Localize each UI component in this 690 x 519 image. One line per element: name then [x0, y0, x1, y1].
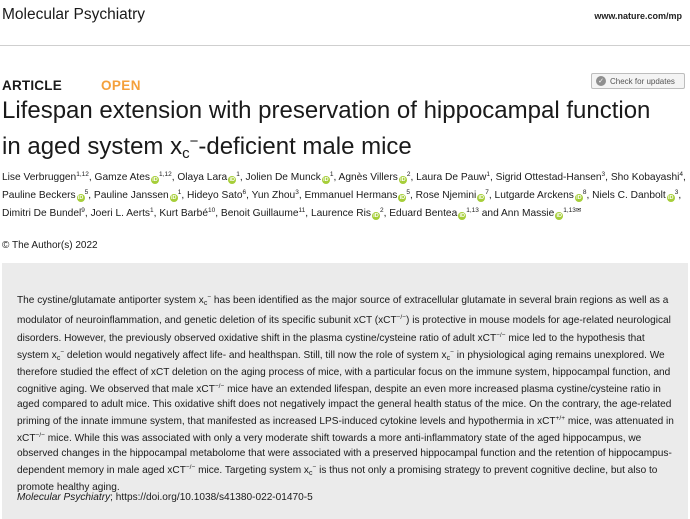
author[interactable] — [94, 190, 181, 201]
title-superscript: − — [189, 133, 199, 150]
author-name[interactable]: Benoit Guillaume — [220, 208, 299, 219]
orcid-icon[interactable]: iD — [400, 177, 406, 183]
orcid-icon[interactable]: iD — [323, 177, 329, 183]
author-name[interactable]: Pauline Janssen — [93, 190, 169, 201]
author-affiliation: 1 — [486, 171, 490, 178]
abstract-segment: mice have an extended lifespan, despite an even more increased plasma cystine/cysteine ratio in aged compared to adult mice. This oxidative shift does not negatively impact the general health status of the mice. On the contrary, the age-related priming of the innate immune system, that manifested as increased LPS-induced cytokine levels and hypothermia in xCT — [17, 384, 672, 428]
author-affiliation: 8 — [582, 189, 587, 196]
author-affiliation: 9 — [81, 207, 85, 214]
abstract-segment: ) is protective in mouse models for age-related neurological disorders. However, the previously observed oxidative shift in the plasma cystine/cysteine ratio of adult xCT — [17, 315, 671, 344]
author[interactable] — [496, 172, 606, 183]
orcid-icon[interactable]: iD — [556, 213, 562, 219]
abstract-subscript: c — [56, 354, 61, 362]
author[interactable] — [389, 208, 479, 219]
author-name[interactable]: Hideyo Sato — [186, 190, 243, 201]
author-conjunction: and — [481, 208, 502, 219]
author-affiliation: 3 — [674, 189, 679, 196]
author[interactable] — [187, 190, 246, 201]
author[interactable] — [2, 190, 88, 201]
author-name[interactable]: Joeri L. Aerts — [90, 208, 151, 219]
author-name[interactable]: Pauline Beckers — [2, 190, 76, 201]
abstract-subscript: c — [203, 300, 208, 307]
author-affiliation: 1,12 — [159, 171, 172, 178]
author-affiliation: 6 — [242, 189, 247, 196]
journal-url[interactable]: www.nature.com/mp — [594, 11, 682, 21]
author-name[interactable]: Emmanuel Hermans — [304, 190, 398, 201]
author[interactable] — [501, 208, 581, 219]
author[interactable] — [2, 208, 85, 219]
author-affiliation: 1 — [177, 189, 182, 196]
author-name[interactable]: Lutgarde Arckens — [494, 190, 574, 201]
check-for-updates-button[interactable] — [591, 73, 685, 89]
abstract-superscript: +/+ — [555, 415, 566, 423]
author[interactable] — [95, 172, 172, 183]
abstract-superscript: − — [207, 294, 212, 301]
author-name[interactable]: Eduard Bentea — [389, 208, 458, 219]
abstract-subscript: c — [446, 354, 451, 362]
abstract-superscript: − — [60, 348, 65, 356]
author-affiliation: 1,13✉ — [563, 207, 582, 214]
author-name[interactable]: Yun Zhou — [251, 190, 296, 201]
author-affiliation: 7 — [485, 189, 489, 196]
author-name[interactable]: Kurt Barbé — [159, 208, 209, 219]
author-affiliation: 2 — [406, 171, 411, 178]
abstract-segment: The cystine/glutamate antiporter system x — [17, 295, 204, 306]
author[interactable] — [592, 190, 678, 201]
author-affiliation: 1 — [329, 171, 334, 178]
title-line-2-end: -deficient male mice — [198, 133, 412, 160]
author-affiliation: 1,13 — [466, 207, 479, 214]
abstract-segment: mice. While this was associated with only a very moderate shift towards a more anti-inflammatory state of the aged hippocampus, we observed changes in the hippocampal metabolome that were associated with a preserved hippocampal function and the retention of hippocampus-dependent memory in male aged xCT — [17, 433, 672, 476]
abstract-superscript: −/− — [214, 383, 225, 391]
orcid-icon[interactable]: iD — [399, 195, 406, 201]
author-affiliation: 3 — [601, 171, 606, 178]
author[interactable] — [311, 208, 384, 219]
author[interactable] — [611, 172, 683, 183]
journal-name: Molecular Psychiatry — [2, 6, 145, 23]
header-divider — [0, 45, 690, 46]
abstract-segment: deletion would negatively affect life- and healthspan. Still, till now the role of system x — [64, 349, 447, 361]
author-name[interactable]: Lise Verbruggen — [2, 172, 77, 183]
title-line-2-start: in aged system x — [2, 133, 183, 160]
open-access-badge: OPEN — [101, 78, 141, 93]
author[interactable] — [221, 208, 305, 219]
title-subscript: c — [182, 145, 190, 162]
orcid-icon[interactable]: iD — [459, 213, 465, 219]
abstract-superscript: − — [450, 348, 454, 356]
orcid-icon[interactable]: iD — [478, 195, 484, 201]
abstract-segment: in physiological aging remains unexplored. We therefore studied the effect of xCT deletion on the aging process of mice, with a particular focus on the immune system, hippocampal function, and cognitive aging. We observed that male xCT — [17, 349, 671, 396]
orcid-icon[interactable]: iD — [373, 213, 379, 219]
abstract-text — [17, 291, 674, 496]
abstract-superscript: −/− — [185, 463, 196, 471]
author-name[interactable]: Laura De Pauw — [416, 172, 487, 183]
author-affiliation: 11 — [298, 207, 306, 214]
author[interactable] — [91, 208, 154, 219]
author-affiliation: 1,12 — [76, 171, 89, 178]
author-name[interactable]: Rose Njemini — [415, 190, 477, 201]
orcid-icon[interactable]: iD — [668, 195, 674, 201]
author-name[interactable]: Olaya Lara — [177, 172, 228, 183]
author-name[interactable]: Agnès Villers — [338, 172, 398, 183]
author-affiliation: 2 — [379, 207, 384, 214]
orcid-icon[interactable]: iD — [576, 195, 582, 201]
author-name[interactable]: Laurence Ris — [310, 208, 371, 219]
citation-journal: Molecular Psychiatry — [17, 492, 111, 503]
author-affiliation: 5 — [84, 189, 89, 196]
orcid-icon[interactable]: iD — [170, 195, 177, 201]
author[interactable] — [252, 190, 299, 201]
author-name[interactable]: Sho Kobayashi — [610, 172, 680, 183]
author[interactable] — [339, 172, 411, 183]
abstract-segment: has been identified as the major source of extracellular glutamate in several brain regions as well as a modulator of neuroinflammation, and genetic deletion of its specific subunit xCT (xCT — [17, 295, 669, 327]
article-type: ARTICLE — [2, 78, 62, 93]
abstract-superscript: − — [312, 463, 317, 471]
orcid-icon[interactable]: iD — [229, 177, 235, 183]
article-title — [2, 95, 688, 169]
author-affiliation: 1 — [150, 207, 154, 214]
author-name[interactable]: Gamze Ates — [94, 172, 151, 183]
author-name[interactable]: Niels C. Danbolt — [592, 190, 666, 201]
abstract-superscript: −/− — [35, 432, 45, 440]
citation-doi[interactable]: ; https://doi.org/10.1038/s41380-022-01470-5 — [110, 492, 313, 503]
author[interactable] — [159, 208, 215, 219]
abstract-segment: mice led to the hypothesis that system x — [17, 332, 645, 361]
author[interactable] — [177, 172, 239, 183]
author[interactable] — [416, 172, 490, 183]
author-affiliation: 10 — [208, 207, 216, 214]
author[interactable] — [305, 190, 410, 201]
author-affiliation: 4 — [679, 171, 684, 178]
author-affiliation: 5 — [406, 189, 410, 196]
author[interactable] — [246, 172, 334, 183]
author[interactable] — [495, 190, 587, 201]
copyright-notice: © The Author(s) 2022 — [2, 240, 98, 251]
author-affiliation: 3 — [295, 189, 299, 196]
check-for-updates-label: Check for updates — [610, 76, 675, 86]
author[interactable] — [2, 172, 89, 183]
author-name[interactable]: Sigrid Ottestad-Hansen — [495, 172, 602, 183]
author-name[interactable]: Dimitri De Bundel — [2, 208, 82, 219]
abstract-segment: is thus not only a promising strategy to prevent cognitive decline, but also to promote healthy aging. — [17, 464, 658, 494]
abstract-panel — [2, 263, 688, 519]
orcid-icon[interactable]: iD — [77, 195, 84, 201]
update-check-icon: ✓ — [596, 76, 606, 86]
author-name[interactable]: Jolien De Munck — [245, 172, 321, 183]
abstract-superscript: −/− — [496, 331, 506, 339]
author-name[interactable]: Ann Massie — [501, 208, 555, 219]
abstract-subscript: c — [308, 469, 313, 477]
title-line-1: Lifespan extension with preservation of hippocampal function — [2, 97, 651, 124]
author-list: Lise Verbruggen$^{1,12}$, Gamze Ates iD$^{1,12}$, Olaya Lara $iD^1$, Jolien De Munck $iD^1$, Agnès Villers $iD^2$, Laura De Pauw$^1$, Sigrid Ottestad-Hansen$^3$, Sho Kobayashi$^4$, Pauline Beckers $iD^5$, Pauline Janssen $iD^1$, Hideyo Sato$^6$, Yun Zhou$^3$, Emmanuel Hermans $iD^5$, Rose Njemini $iD^7$, Lutgarde Arckens $iD^8$, Niels C. Danbolt $iD^3$, Dimitri De Bundel$^9$, Joeri L. Aerts$^1$, Kurt Barbé$^{10}$, Benoit Guillaume$^{11}$, Laurence Ris $iD^2$, Eduard Bentea iD$^{1,13}$ and Ann Massie $iD^{1,13✉}$ — [2, 171, 686, 219]
abstract-superscript: −/− — [396, 314, 407, 322]
citation-line — [17, 492, 313, 503]
abstract-segment: mice, was attenuated in xCT — [17, 416, 674, 445]
author-affiliation: 1 — [236, 171, 240, 178]
orcid-icon[interactable]: iD — [152, 177, 158, 183]
author[interactable] — [416, 190, 489, 201]
abstract-segment: mice. Targeting system x — [195, 464, 309, 476]
